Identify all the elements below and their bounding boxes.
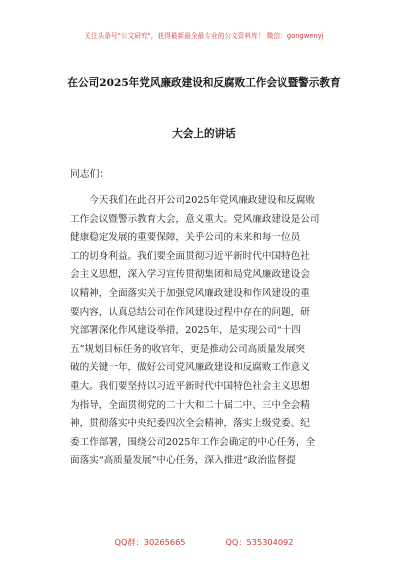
qq-contact-number: QQ：535304092 <box>225 537 294 547</box>
body-line: 要内容，认真总结公司在作风建设过程中存在的问题，研 <box>70 306 310 318</box>
salutation: 同志们： <box>70 169 110 180</box>
body-line: 工的切身利益。我们要全面贯彻习近平新时代中国特色社 <box>70 250 310 262</box>
body-line: 健康稳定发展的重要保障，关乎公司的未来和每一位员 <box>70 232 301 244</box>
body-line: 面落实“高质量发展”中心任务，深入推进“政治监督提 <box>70 455 296 467</box>
body-line: 会主义思想，深入学习宣传贯彻集团和局党风廉政建设会 <box>70 269 310 281</box>
body-line: 重大。我们要坚持以习近平新时代中国特色社会主义思想 <box>70 380 310 392</box>
promo-banner: 关注头条号"公文研究"，获得最新最全最专业的公文资料库！ 微信：gongwenyj <box>84 32 324 40</box>
body-line: 为指导，全面贯彻党的二十大和二十届二中、三中全会精 <box>70 399 310 411</box>
body-line: 议精神，全面落实关于加强党风廉政建设和作风建设的重 <box>70 287 310 299</box>
qq-group-number: QQ群：30265665 <box>114 537 186 547</box>
body-line: 今天我们在此召开公司2025年党风廉政建设和反腐败 <box>70 195 316 206</box>
body-line: 究部署深化作风建设举措，2025年，是实现公司“十四 <box>70 325 301 337</box>
document-title-line-1: 在公司2025年党风廉政建设和反腐败工作会议暨警示教育 <box>67 77 341 89</box>
body-line: 神，贯彻落实中央纪委四次全会精神，落实上级党委、纪 <box>70 418 310 430</box>
document-title-line-2: 大会上的讲话 <box>172 128 236 140</box>
body-line: 五”规划目标任务的收官年，更是推动公司高质量发展突 <box>70 343 306 355</box>
body-line: 破的关键一年，做好公司党风廉政建设和反腐败工作意义 <box>70 362 310 374</box>
body-line: 委工作部署，围绕公司2025年工作会确定的中心任务，全 <box>70 436 316 448</box>
contact-footer <box>0 537 408 548</box>
body-paragraph <box>70 192 350 471</box>
body-line: 工作会议暨警示教育大会，意义重大。党风廉政建设是公司 <box>70 213 320 225</box>
